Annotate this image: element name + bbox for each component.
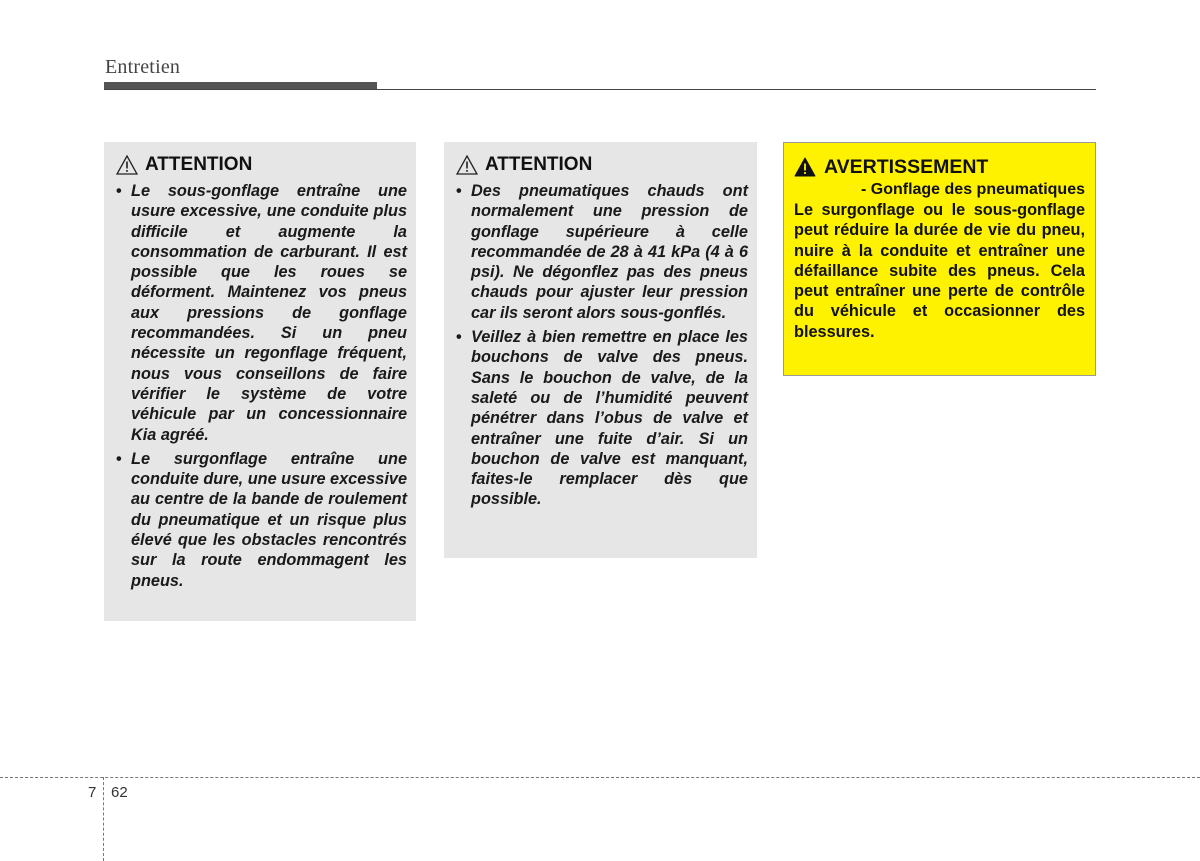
attention-title-2 (456, 153, 748, 177)
attention-label-2: ATTENTION (485, 154, 593, 175)
warning-title (794, 155, 1085, 179)
footer-dashed-divider (103, 777, 104, 861)
attention-list-2 (456, 181, 748, 510)
warning-triangle-icon (794, 157, 816, 177)
list-item: • Des pneumatiques chauds ont normalement une pression de gonflage supérieure à celle recommandée de 28 à 41 kPa (4 à 6 psi). Ne dégonflez pas des pneus chauds pour ajuster leur pression car ils seront alors sous-gonflés. (456, 181, 748, 323)
attention-title-1 (116, 153, 407, 177)
list-item: • Le sous-gonflage entraîne une usure excessive, une conduite plus difficile et augmente la consommation de carburant. Il est possible que les roues se déforment. Maintenez vos pneus aux pressions de gonflage recommandées. Si un pneu nécessite un regonflage fréquent, nous vous conseillons de faire vérifier le système de votre véhicule par un concessionnaire Kia agréé. (116, 181, 407, 445)
attention-label-1: ATTENTION (145, 154, 253, 175)
caution-triangle-icon (456, 155, 478, 175)
chapter-number: 7 (88, 784, 97, 801)
attention-panel-2 (444, 142, 757, 558)
attention-panel-1 (104, 142, 416, 621)
section-title: Entretien (105, 56, 181, 78)
header-rule-thick (104, 82, 377, 89)
caution-triangle-icon (116, 155, 138, 175)
attention-list-1 (116, 181, 407, 591)
warning-label: AVERTISSEMENT (824, 155, 989, 178)
page-number: 62 (111, 784, 128, 801)
header-rule-thin (104, 89, 1096, 90)
footer-dashed-rule (0, 777, 1200, 778)
warning-panel (783, 142, 1096, 376)
list-item: • Veillez à bien remettre en place les bouchons de valve des pneus. Sans le bouchon de valve, de la saleté ou de l’humidité peuvent pénétrer dans l’obus de valve et entraîner une fuite d’air. Si un bouchon de valve est manquant, faites-le remplacer dès que possible. (456, 327, 748, 510)
list-item: • Le surgonflage entraîne une conduite dure, une usure excessive au centre de la bande de roulement du pneumatique et un risque plus élevé que les obstacles rencontrés sur la route endommagent les pneus. (116, 449, 407, 591)
warning-subtitle: - Gonflage des pneumatiques (860, 181, 1085, 198)
warning-body: Le surgonflage ou le sous-gonflage peut réduire la durée de vie du pneu, nuire à la conduite et entraîner une défaillance subite des pneus. Cela peut entraîner une perte de contrôle du véhicule et occasionner des blessures. (794, 201, 1085, 341)
